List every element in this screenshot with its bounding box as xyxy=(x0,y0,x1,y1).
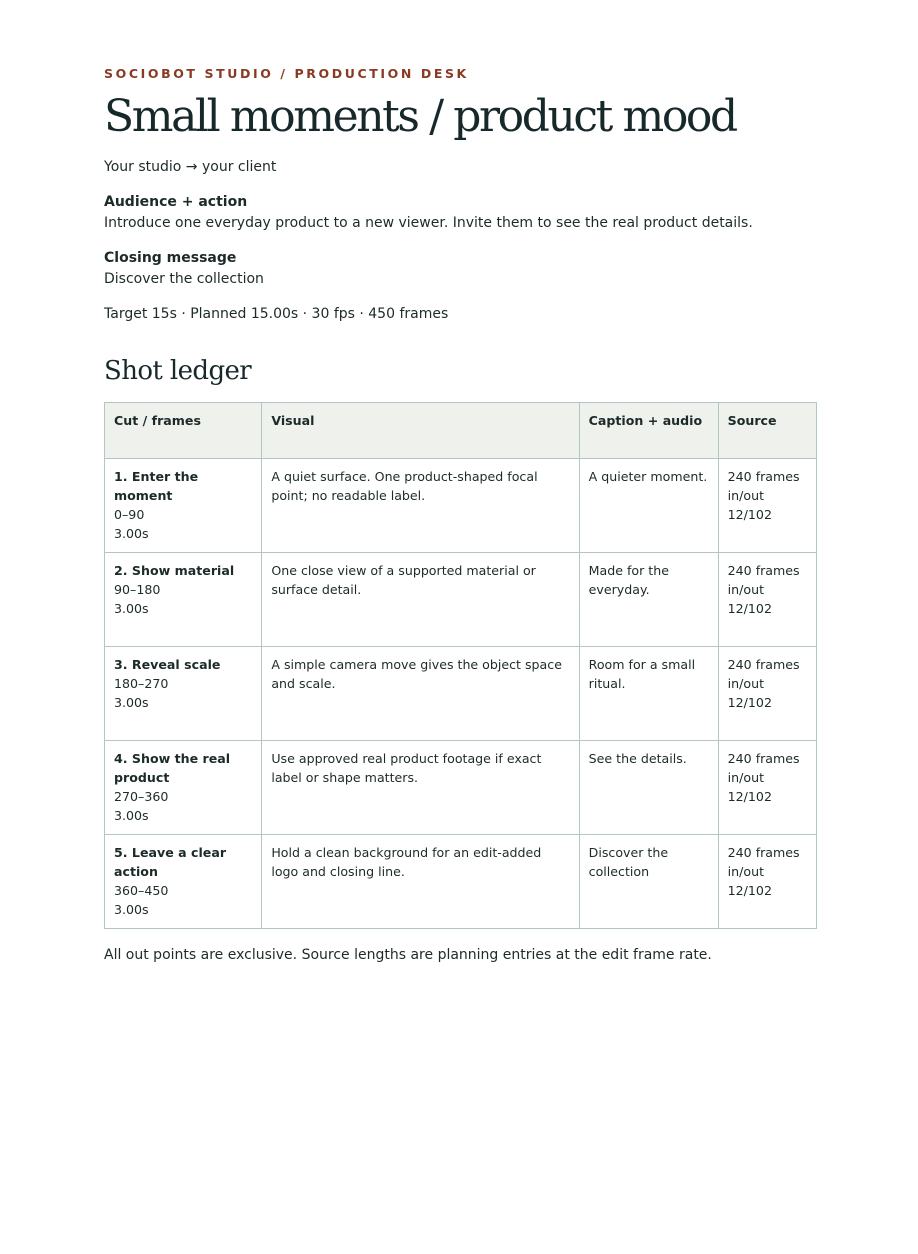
timing-stats: Target 15s · Planned 15.00s · 30 fps · 450 frames xyxy=(104,306,449,322)
source-cell: 240 frames in/out 12/102 xyxy=(718,741,816,835)
audience-text: Introduce one everyday product to a new viewer. Invite them to see the real product details. xyxy=(104,215,753,231)
visual-cell: Hold a clean background for an edit-added logo and closing line. xyxy=(262,835,579,929)
cut-duration: 3.00s xyxy=(114,601,149,616)
visual-cell: One close view of a supported material or surface detail. xyxy=(262,553,579,647)
document-page xyxy=(0,66,918,964)
closing-text: Discover the collection xyxy=(104,271,264,287)
visual-cell: A simple camera move gives the object space and scale. xyxy=(262,647,579,741)
source-cell: 240 frames in/out 12/102 xyxy=(718,835,816,929)
cut-duration: 3.00s xyxy=(114,695,149,710)
caption-cell: Discover the collection xyxy=(579,835,718,929)
visual-cell: Use approved real product footage if exact label or shape matters. xyxy=(262,741,579,835)
caption-cell: See the details. xyxy=(579,741,718,835)
ledger-footnote: All out points are exclusive. Source lengths are planning entries at the edit frame rate. xyxy=(104,947,712,963)
cut-title: 2. Show material xyxy=(114,563,235,578)
closing-label: Closing message xyxy=(104,250,237,266)
cut-cell xyxy=(105,459,262,553)
table-row xyxy=(105,835,817,929)
audience-label: Audience + action xyxy=(104,194,248,210)
cut-frames: 360–450 xyxy=(114,883,169,898)
source-cell: 240 frames in/out 12/102 xyxy=(718,647,816,741)
route-line: Your studio → your client xyxy=(104,159,277,175)
caption-cell: Made for the everyday. xyxy=(579,553,718,647)
cut-frames: 270–360 xyxy=(114,789,169,804)
cut-title: 4. Show the real product xyxy=(114,751,231,785)
table-row xyxy=(105,459,817,553)
source-cell: 240 frames in/out 12/102 xyxy=(718,459,816,553)
cut-cell xyxy=(105,647,262,741)
cut-frames: 90–180 xyxy=(114,582,161,597)
shot-ledger-table xyxy=(104,402,817,929)
cut-title: 1. Enter the moment xyxy=(114,469,199,503)
table-row xyxy=(105,553,817,647)
visual-cell: A quiet surface. One product-shaped focal point; no readable label. xyxy=(262,459,579,553)
caption-cell: A quieter moment. xyxy=(579,459,718,553)
cut-frames: 180–270 xyxy=(114,676,169,691)
cut-cell xyxy=(105,835,262,929)
cut-duration: 3.00s xyxy=(114,526,149,541)
studio-kicker: SOCIOBOT STUDIO / PRODUCTION DESK xyxy=(104,66,469,81)
cut-duration: 3.00s xyxy=(114,808,149,823)
column-header-caption: Caption + audio xyxy=(579,403,718,459)
cut-title: 3. Reveal scale xyxy=(114,657,221,672)
cut-title: 5. Leave a clear action xyxy=(114,845,227,879)
column-header-cut: Cut / frames xyxy=(105,403,262,459)
column-header-source: Source xyxy=(718,403,816,459)
column-header-visual: Visual xyxy=(262,403,579,459)
caption-cell: Room for a small ritual. xyxy=(579,647,718,741)
page-title: Small moments / product mood xyxy=(104,91,736,142)
cut-duration: 3.00s xyxy=(114,902,149,917)
table-row xyxy=(105,741,817,835)
ledger-heading: Shot ledger xyxy=(104,356,252,386)
cut-cell xyxy=(105,741,262,835)
table-row xyxy=(105,647,817,741)
cut-cell xyxy=(105,553,262,647)
table-header-row xyxy=(105,403,817,459)
cut-frames: 0–90 xyxy=(114,507,145,522)
source-cell: 240 frames in/out 12/102 xyxy=(718,553,816,647)
